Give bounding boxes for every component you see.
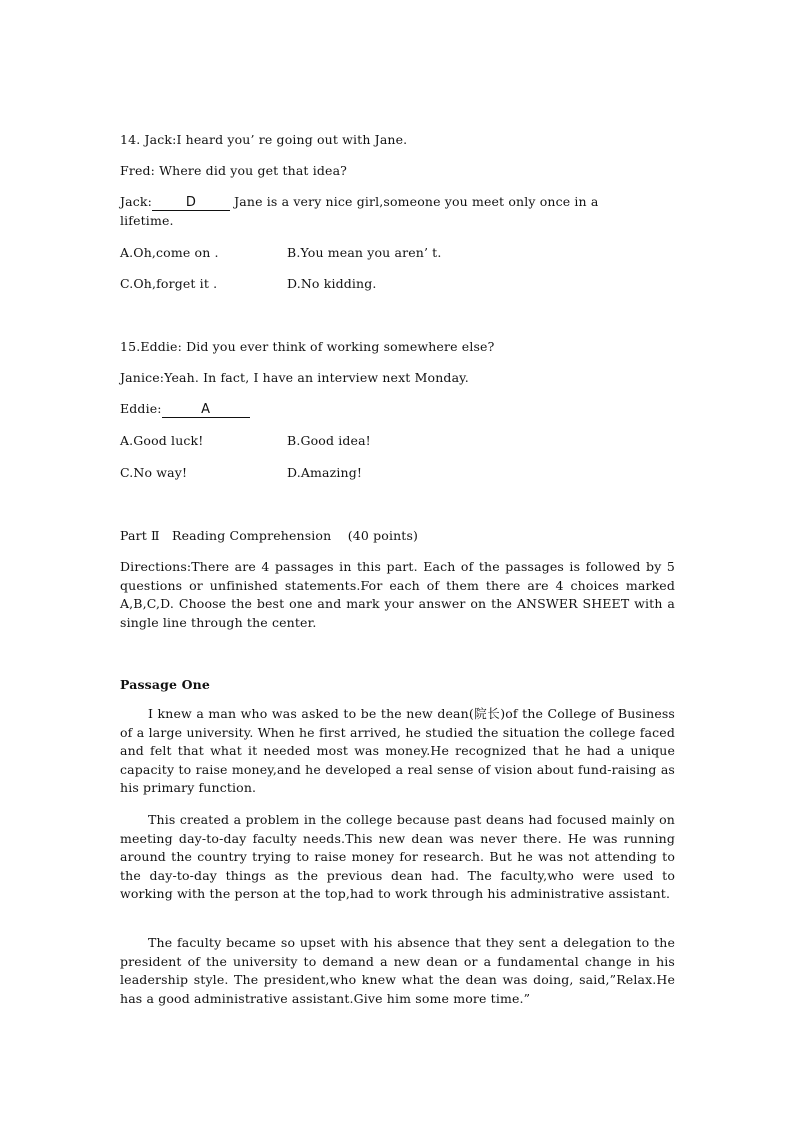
q14-line-1: 14. Jack:I heard you’ re going out with Jane. [120,132,408,147]
q14-line-4: lifetime. [120,213,174,228]
q15-option-b: B.Good idea! [287,433,371,448]
q14-line-2: Fred: Where did you get that idea? [120,163,348,178]
passage-one-paragraph-2: This created a problem in the college because past deans had focused mainly on meeting day-to-day faculty needs.This new dean was never there. He was running around the country trying to raise money for research. But he was not attending to the day-to-day things as the previous dean had. The faculty,who were used to working with the person at the top,had to work through his administrative assistant. [120,812,675,901]
q15-options-row-1 [120,432,371,451]
q15-option-d: D.Amazing! [287,465,363,480]
q14-line-3-text: Jane is a very nice girl,someone you meet only once in a [230,194,599,209]
q15-option-a: A.Good luck! [120,433,204,448]
q15-options-row-2 [120,464,363,483]
passage-one-paragraph-3: The faculty became so upset with his absence that they sent a delegation to the president of the university to demand a new dean or a fundamental change in his leadership style. The president,who knew what the dean was doing, said,”Relax.He has a good administrative assistant.Give him some more time.” [120,935,675,1006]
q14-options-row-2 [120,275,377,294]
passage-one-paragraph-1: I knew a man who was asked to be the new dean(院长)of the College of Business of a large university. When he first arrived, he studied the situation the college faced and felt that what it needed most was money.He recognized that he had a unique capacity to raise money,and he developed a real sense of vision about fund-raising as his primary function. [120,706,675,795]
part2-heading: Part Ⅱ Reading Comprehension (40 points) [120,528,419,543]
q15-line-2: Janice:Yeah. In fact, I have an interview next Monday. [120,370,469,385]
q14-option-a: A.Oh,come on . [120,245,219,260]
q14-option-c: C.Oh,forget it . [120,276,218,291]
q14-option-b: B.You mean you aren’ t. [287,245,442,260]
q15-speaker: Eddie: [120,401,162,416]
q15-answer-blank: A [162,403,250,418]
q14-line-3 [120,193,598,212]
q15-option-c: C.No way! [120,465,188,480]
q15-line-3 [120,400,250,419]
q15-line-1: 15.Eddie: Did you ever think of working somewhere else? [120,339,495,354]
q14-options-row-1 [120,244,442,263]
passage-one-title: Passage One [120,677,210,692]
q14-answer-blank: D [152,196,230,211]
q14-speaker: Jack: [120,194,152,209]
q14-option-d: D.No kidding. [287,276,377,291]
part2-directions: Directions:There are 4 passages in this part. Each of the passages is followed by 5 questions or unfinished statements.For each of them there are 4 choices marked A,B,C,D. Choose the best one and mark your answer on the ANSWER SHEET with a single line through the center. [120,559,675,630]
